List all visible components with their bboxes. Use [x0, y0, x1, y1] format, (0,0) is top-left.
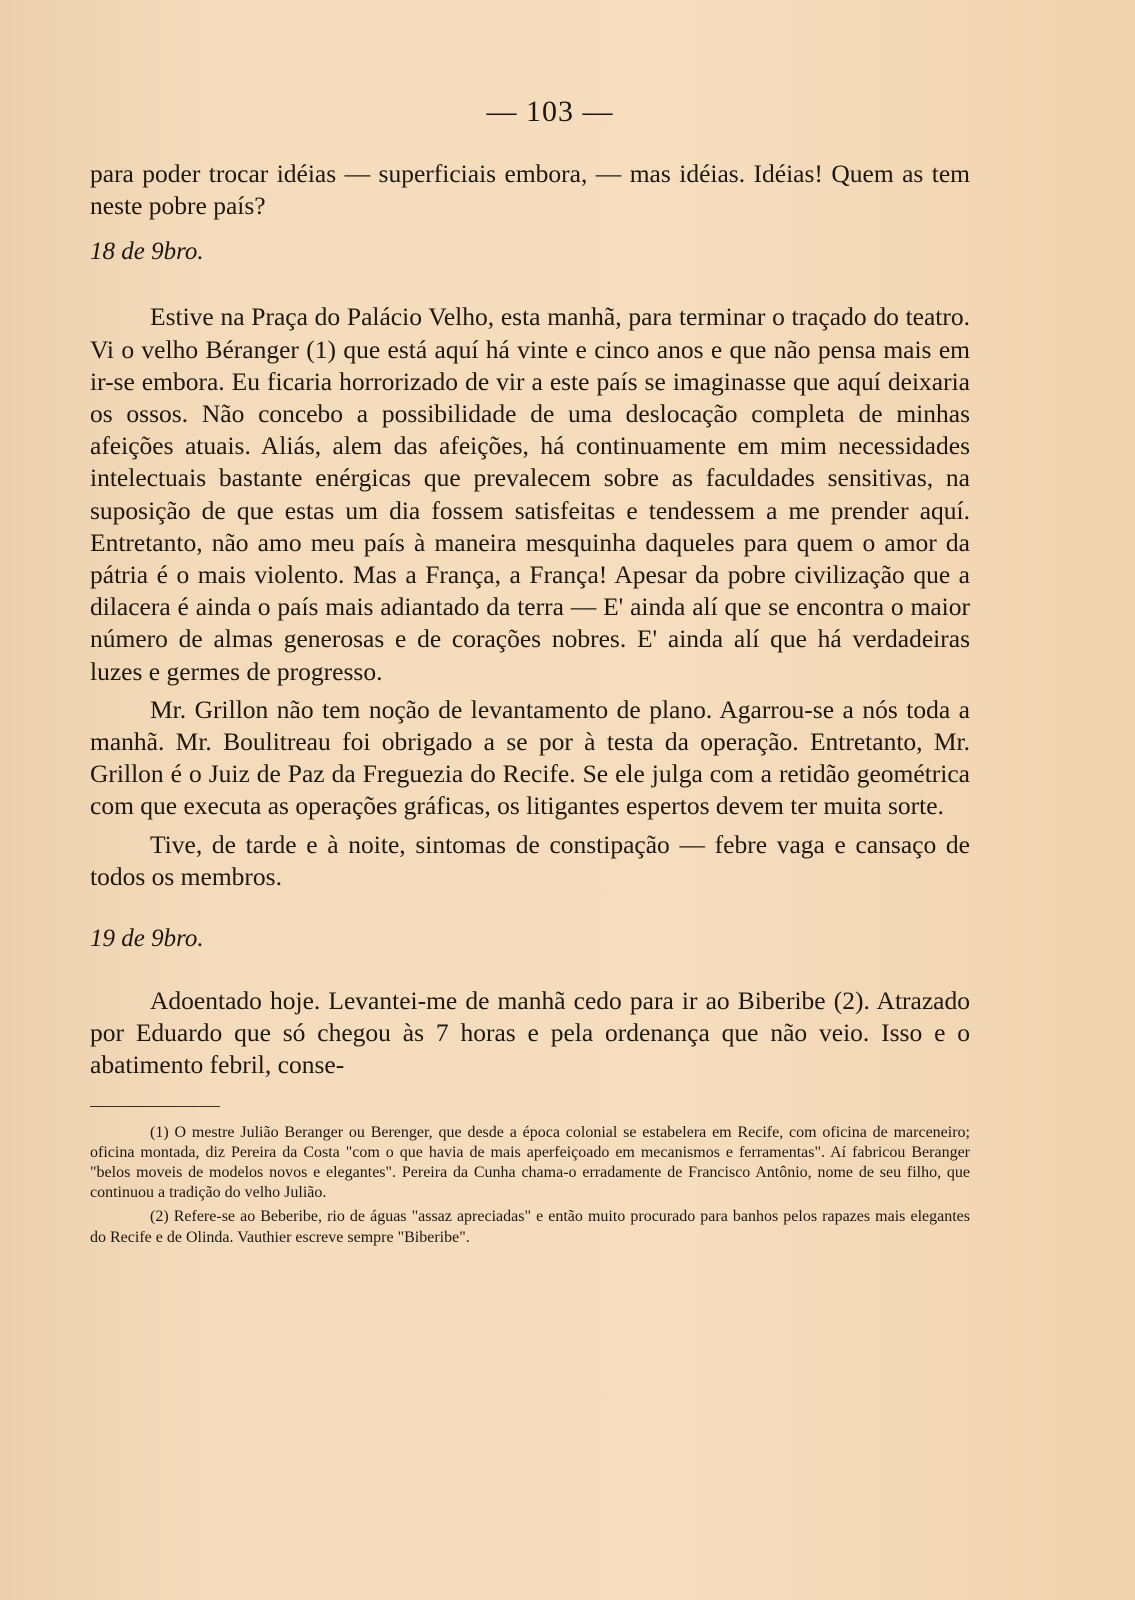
body-paragraph: Adoentado hoje. Levantei-me de manhã cedo para ir ao Biberibe (2). Atrazado por Eduardo que só chegou às 7 horas e pela ordenança que não veio. Isso e o abatimento febril, conse- — [90, 986, 970, 1080]
page-number: — 103 — — [486, 95, 614, 128]
footnote: (2) Refere-se ao Beberibe, rio de águas "assaz apreciadas" e então muito procurado para banhos pelos rapazes mais elegantes do Recife e de Olinda. Vauthier escreve sempre "Biberibe". — [90, 1208, 970, 1246]
entry-date: 18 de 9bro. — [90, 238, 204, 266]
footnotes — [90, 1123, 970, 1248]
footnote-divider — [90, 1106, 220, 1107]
intro-paragraph: para poder trocar idéias — superficiais embora, — mas idéias. Idéias! Quem as tem neste pobre país? — [90, 159, 970, 221]
body-paragraph: Tive, de tarde e à noite, sintomas de constipação — febre vaga e cansaço de todos os membros. — [90, 829, 970, 891]
footnote: (1) O mestre Julião Beranger ou Berenger, que desde a época colonial se estabelera em Recife, com oficina de marceneiro; oficina montada, diz Pereira da Costa "com o que havia de mais aperfeiçoado em mecanismos e ferramentas". Aí fabricou Beranger "belos moveis de modelos novos e elegantes". Pereira da Cunha chama-o erradamente de Francisco Antônio, nome de seu filho, que continuou a tradição do velho Julião. — [90, 1123, 970, 1202]
entry-date: 19 de 9bro. — [90, 925, 204, 953]
body-paragraph: Mr. Grillon não tem noção de levantamento de plano. Agarrou-se a nós toda a manhã. Mr. Boulitreau foi obrigado a se por à testa da operação. Entretanto, Mr. Grillon é o Juiz de Paz da Freguezia do Recife. Se ele julga com a retidão geométrica com que executa as operações gráficas, os litigantes espertos devem ter muita sorte. — [90, 694, 970, 821]
document-page — [90, 92, 970, 1248]
body-paragraph: Estive na Praça do Palácio Velho, esta manhã, para terminar o traçado do teatro. Vi o velho Béranger (1) que está aquí há vinte e cinco anos e que não pensa mais em ir-se embora. Eu ficaria horrorizado de vir a este país se imaginasse que aquí deixaria os ossos. Não concebo a possibilidade de uma deslocação completa de minhas afeições atuais. Aliás, alem das afeições, há continuamente em mim necessidades intelectuais bastante enérgicas que prevalecem sobre as faculdades sensitivas, na suposição de que estas um dia fossem satisfeitas e tendessem a me prender aquí. Entretanto, não amo meu país à maneira mesquinha daqueles para quem o amor da pátria é o mais violento. Mas a França, a França! Apesar da pobre civilização que a dilacera é ainda o país mais adiantado da terra — E' ainda alí que se encontra o maior número de almas generosas e de corações nobres. E' ainda alí que há verdadeiras luzes e germes de progresso. — [90, 302, 970, 686]
